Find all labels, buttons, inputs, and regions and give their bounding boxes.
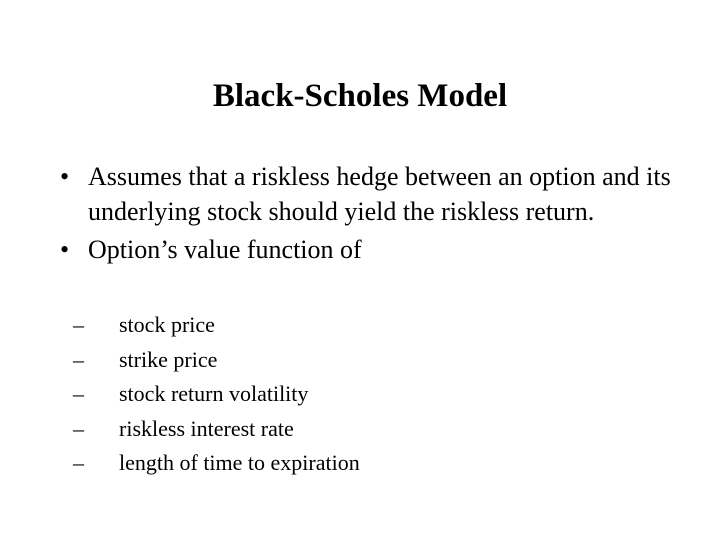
bullet-text: Option’s value function of [88,235,362,264]
slide-title: Black-Scholes Model [212,78,508,114]
bullet-marker: • [60,162,70,191]
bullet-item [60,232,680,267]
sub-bullet-item [60,343,620,378]
sub-bullet-marker: – [73,450,84,475]
sub-bullet-item [60,377,620,412]
sub-bullet-list [60,308,620,481]
sub-bullet-marker: – [73,346,84,372]
bullet-list [60,159,680,270]
bullet-item [60,159,680,229]
sub-bullet-text: stock return volatility [119,381,309,406]
bullet-marker: • [60,235,70,264]
sub-bullet-text: riskless interest rate [119,415,294,441]
sub-bullet-marker: – [73,312,84,337]
sub-bullet-text: length of time to expiration [119,450,360,475]
sub-bullet-marker: – [73,415,84,441]
bullet-text: Assumes that a riskless hedge between an option and its underlying stock should yield the riskless return. [88,162,671,226]
sub-bullet-item [60,308,620,343]
sub-bullet-marker: – [73,381,84,406]
sub-bullet-text: strike price [119,346,218,372]
sub-bullet-text: stock price [119,312,215,337]
sub-bullet-item [60,446,620,481]
sub-bullet-item [60,412,620,447]
